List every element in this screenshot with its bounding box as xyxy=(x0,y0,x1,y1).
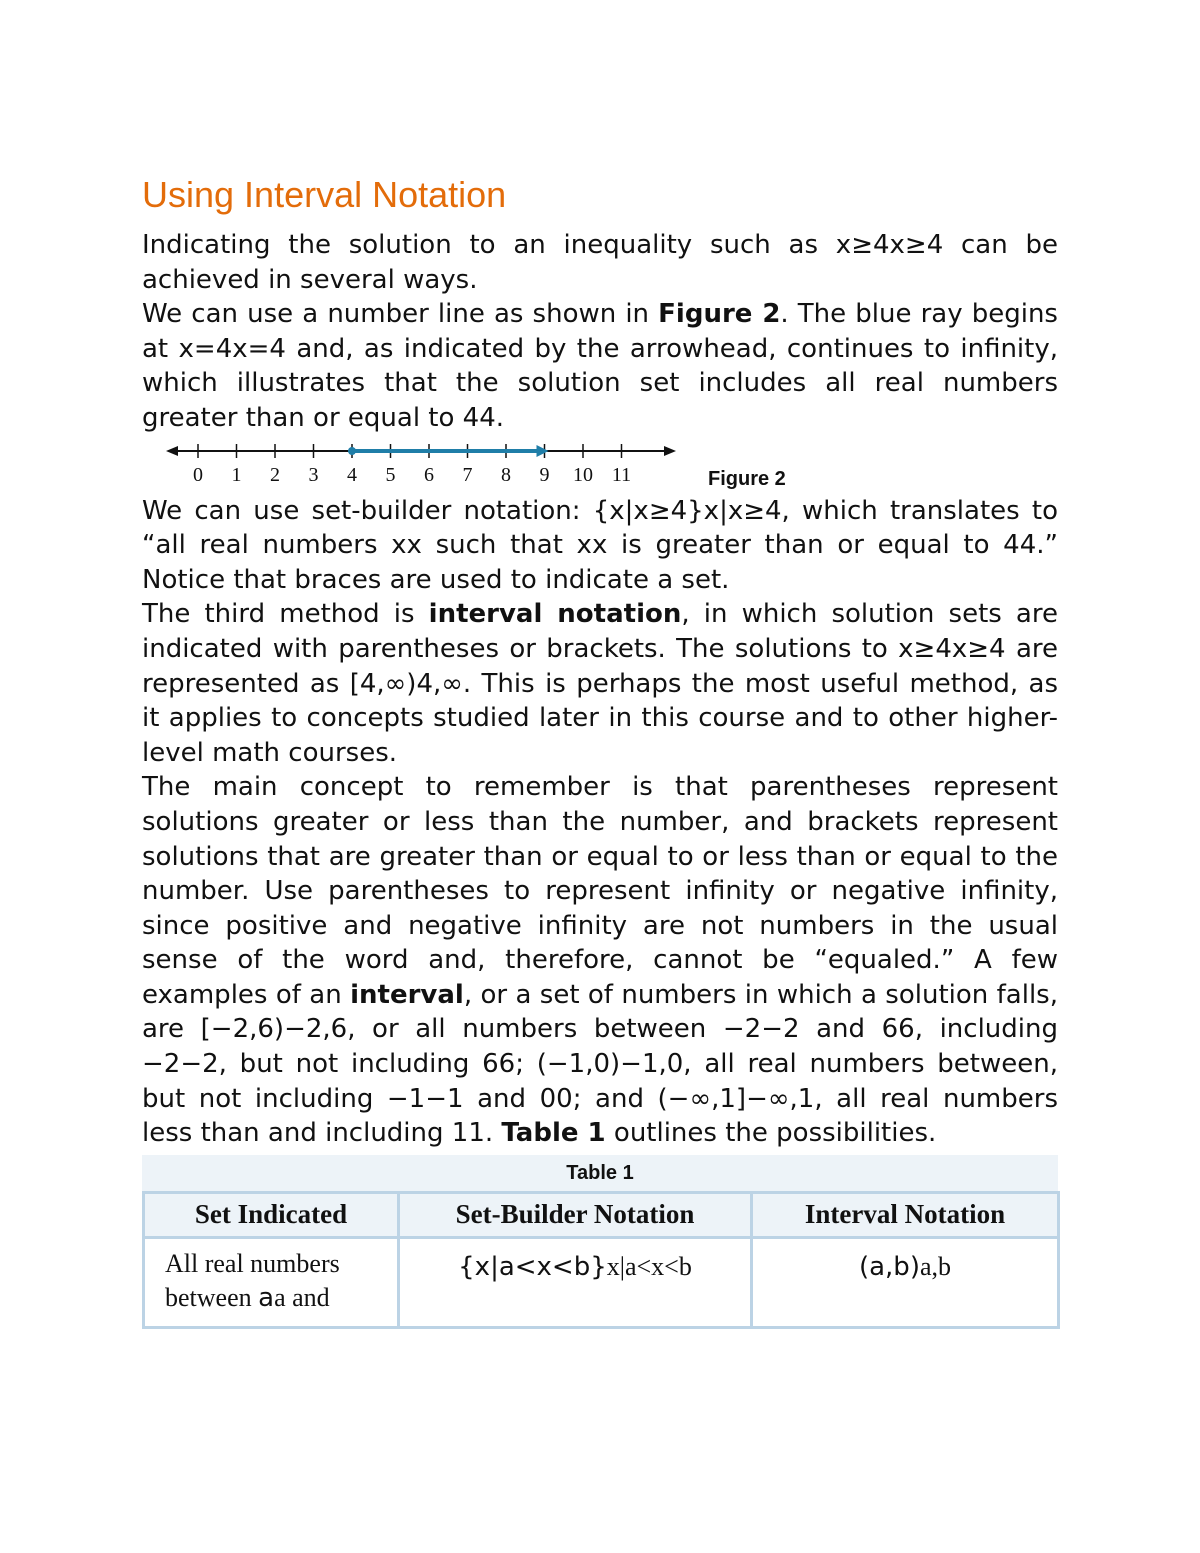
header-interval-notation: Interval Notation xyxy=(752,1192,1059,1237)
table-header-row xyxy=(144,1192,1059,1237)
tick-label: 5 xyxy=(385,463,396,486)
term-interval: interval xyxy=(350,979,464,1010)
text-run: We can use set-builder notation: {x|x≥4}x|x≥4, which translates to “all real numbers xx such that xx is greater than or equal to 44.” Notice that braces are used to indicate a set. xyxy=(142,495,1058,595)
document-page xyxy=(142,172,1058,1329)
table-reference: Table 1 xyxy=(501,1118,606,1149)
text-run: The third method is xyxy=(142,599,429,630)
tick-label: 11 xyxy=(611,463,632,486)
text-run: outlines the possibilities. xyxy=(605,1118,937,1149)
text-run: The main concept to remember is that parentheses represent solutions greater or less than the number, and brackets represent solutions that are greater than or equal to or less than or equal to the number. Use parentheses to represent infinity or negative infinity, since positive and negative infinity are not numbers in the usual sense of the word and, therefore, cannot be “equaled.” A few examples of an xyxy=(142,772,1058,1010)
paragraph-main-concept xyxy=(142,770,1058,1151)
text-run: between xyxy=(165,1282,259,1312)
right-arrowhead-icon xyxy=(664,446,676,456)
header-set-builder: Set-Builder Notation xyxy=(399,1192,752,1237)
figure-2 xyxy=(142,438,1058,494)
text-run: , or a set of numbers in which a solution falls, are [−2,6)−2,6, or all numbers between −2−2 and 66, including −2−2, but not including 66; (−1,0)−1,0, all real numbers between, but not including −1−1 and 00; and (−∞,1]−∞,1, all real numbers less than and including 11. xyxy=(142,979,1058,1149)
paragraph-interval-notation xyxy=(142,597,1058,770)
tick-label: 10 xyxy=(573,463,593,486)
header-set-indicated: Set Indicated xyxy=(144,1192,399,1237)
ray-start-point xyxy=(348,447,356,455)
interval-table xyxy=(142,1191,1060,1329)
text-run: . The blue ray begins at x=4x=4 and, as indicated by the arrowhead, continues to infinity, which illustrates that the solution set includes all real numbers greater than or equal to 44. xyxy=(142,299,1058,433)
section-heading: Using Interval Notation xyxy=(142,174,507,215)
text-run: All real numbers xyxy=(165,1248,340,1278)
tick-label: 7 xyxy=(462,463,473,486)
paragraph-intro-text: Indicating the solution to an inequality such as x≥4x≥4 can be achieved in several ways. xyxy=(142,230,1058,295)
tick-label: 0 xyxy=(193,463,203,486)
tick-label: 2 xyxy=(270,463,280,486)
cell-interval-notation xyxy=(752,1237,1059,1327)
ray-arrowhead-icon xyxy=(537,445,549,457)
tick-label: 9 xyxy=(539,463,550,486)
paragraph-set-builder xyxy=(142,494,1058,598)
term-interval-notation: interval notation xyxy=(428,599,682,630)
cell-set-indicated xyxy=(144,1237,399,1327)
text-run: We can use a number line as shown in xyxy=(142,299,659,330)
tick-label: 8 xyxy=(501,463,511,486)
left-arrowhead-icon xyxy=(166,446,178,456)
table-caption: Table 1 xyxy=(142,1155,1058,1191)
tick-label: 3 xyxy=(308,463,319,486)
math-symbol: a xyxy=(258,1282,275,1313)
figure-reference: Figure 2 xyxy=(658,299,781,330)
table-row xyxy=(144,1237,1059,1327)
paragraph-intro xyxy=(142,228,1058,297)
math-expression: {x|a<x<b} xyxy=(458,1251,607,1282)
text-run: a,b xyxy=(919,1251,952,1281)
text-run: , in which solution sets are indicated with parentheses or brackets. The solutions to x≥4x≥4 are represented as [4,∞)4,∞. This is perhaps the most useful method, as it applies to concepts studied later in this course and to other higher-level math courses. xyxy=(142,599,1058,768)
cell-set-builder xyxy=(399,1237,752,1327)
number-line xyxy=(162,438,682,488)
figure-caption: Figure 2 xyxy=(708,467,786,490)
text-run: a and xyxy=(274,1282,330,1312)
math-expression: (a,b) xyxy=(858,1251,920,1282)
text-run: x|a<x<b xyxy=(606,1251,692,1281)
tick-label: 4 xyxy=(347,463,357,486)
paragraph-number-line xyxy=(142,297,1058,435)
tick-label: 1 xyxy=(231,463,242,486)
tick-label: 6 xyxy=(424,463,434,486)
